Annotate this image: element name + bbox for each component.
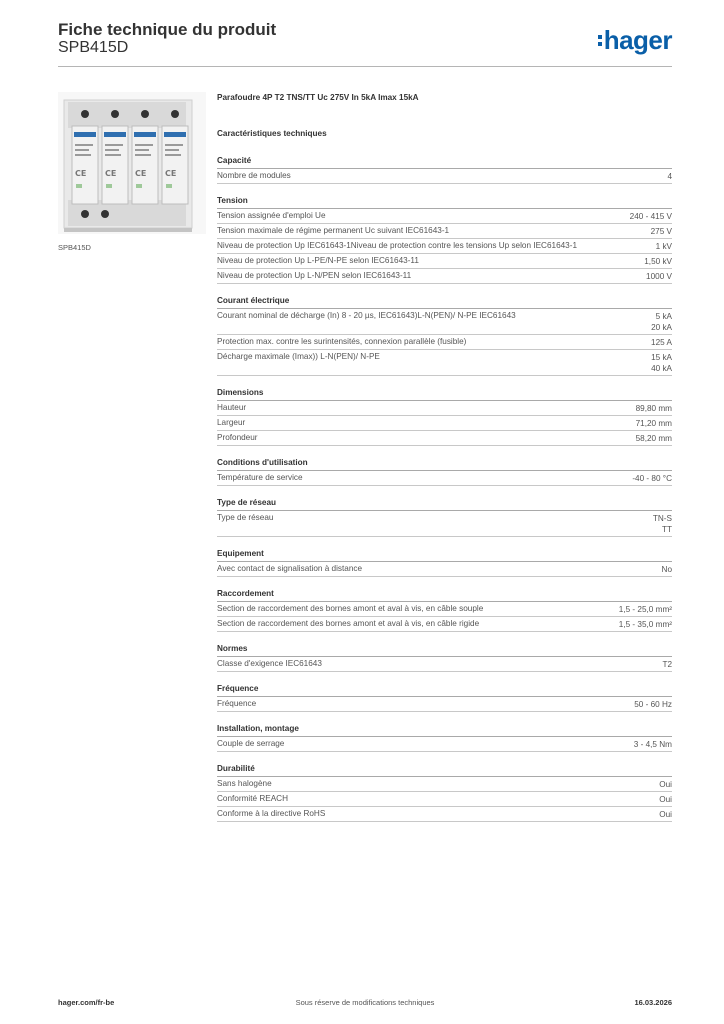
spec-value: [662, 564, 672, 575]
spec-label: Couple de serrage: [217, 738, 285, 748]
spec-label: Profondeur: [217, 432, 258, 442]
spec-row: [217, 602, 672, 617]
spec-value: [636, 403, 672, 414]
spec-value-line: 240 - 415 V: [629, 211, 672, 221]
footer-date: 16.03.2026: [634, 998, 672, 1007]
spec-value: [634, 739, 672, 750]
spec-value: [656, 241, 672, 252]
svg-text:CE: CE: [135, 169, 147, 178]
spec-row: [217, 335, 672, 350]
spec-row: [217, 431, 672, 446]
spec-row: [217, 209, 672, 224]
spec-label: Température de service: [217, 472, 303, 482]
section-title: Tension: [217, 195, 672, 209]
spec-value-line: 71,20 mm: [635, 418, 672, 428]
specifications-panel: [217, 92, 672, 833]
spec-section: [217, 763, 672, 822]
spec-label: Classe d'exigence IEC61643: [217, 658, 322, 668]
section-title: Conditions d'utilisation: [217, 457, 672, 471]
svg-text:CE: CE: [105, 169, 117, 178]
section-title: Raccordement: [217, 588, 672, 602]
spec-label: Type de réseau: [217, 512, 274, 522]
spec-row: [217, 777, 672, 792]
section-title: Type de réseau: [217, 497, 672, 511]
section-title: Normes: [217, 643, 672, 657]
spec-section: [217, 497, 672, 537]
svg-text:CE: CE: [165, 169, 177, 178]
logo-text: hager: [603, 25, 672, 55]
spec-value: [619, 619, 672, 630]
spec-value-line: Oui: [659, 794, 672, 804]
spec-value: [636, 418, 672, 429]
spec-row: [217, 169, 672, 184]
image-caption: SPB415D: [58, 243, 91, 252]
spec-row: [217, 792, 672, 807]
spec-row: [217, 224, 672, 239]
section-title: Fréquence: [217, 683, 672, 697]
spec-label: Tension maximale de régime permanent Uc suivant IEC61643-1: [217, 225, 450, 235]
spec-value: [632, 473, 672, 484]
spec-value-line: 1,5 - 25,0 mm²: [618, 604, 672, 614]
spec-label: Avec contact de signalisation à distance: [217, 563, 363, 573]
spec-row: [217, 309, 672, 335]
spec-value-line: 15 kA: [651, 352, 672, 362]
spec-label: Fréquence: [217, 698, 257, 708]
spec-row: [217, 269, 672, 284]
spec-value-line: 1,5 - 35,0 mm²: [618, 619, 672, 629]
spec-section: [217, 295, 672, 376]
spec-label: Hauteur: [217, 402, 247, 412]
spec-value-line: Oui: [659, 809, 672, 819]
spec-value: [630, 211, 672, 222]
spec-value-line: 58,20 mm: [635, 433, 672, 443]
spec-label: Protection max. contre les surintensités, connexion parallèle (fusible): [217, 336, 467, 346]
section-title: Courant électrique: [217, 295, 672, 309]
spec-row: [217, 737, 672, 752]
spec-value-line: 1 kV: [655, 241, 672, 251]
spec-section: [217, 548, 672, 577]
spec-label: Conformité REACH: [217, 793, 288, 803]
spec-value-line: 4: [667, 171, 672, 181]
spec-label: Section de raccordement des bornes amont et aval à vis, en câble rigide: [217, 618, 480, 628]
spec-value: [634, 699, 672, 710]
spec-label: Tension assignée d'emploi Ue: [217, 210, 326, 220]
spec-row: [217, 657, 672, 672]
section-title: Capacité: [217, 155, 672, 169]
spec-value-line: T2: [662, 659, 672, 669]
spec-section: [217, 588, 672, 632]
spec-label: Sans halogène: [217, 778, 272, 788]
spec-value: [651, 311, 672, 333]
section-title: Equipement: [217, 548, 672, 562]
spec-section: [217, 643, 672, 672]
product-description: Parafoudre 4P T2 TNS/TT Uc 275V In 5kA Imax 15kA: [217, 93, 419, 102]
spec-value-line: Oui: [659, 779, 672, 789]
spec-value: [651, 337, 672, 348]
spec-value-line: 275 V: [650, 226, 672, 236]
spec-value: [651, 226, 672, 237]
spec-row: [217, 562, 672, 577]
spec-value: [659, 809, 672, 820]
spec-value-line: 89,80 mm: [635, 403, 672, 413]
spec-value: [636, 433, 672, 444]
page-header: [58, 20, 672, 66]
spec-label: Section de raccordement des bornes amont et aval à vis, en câble souple: [217, 603, 484, 613]
surge-protector-image: [58, 92, 206, 234]
spec-value: [653, 513, 672, 535]
spec-section: [217, 457, 672, 486]
spec-value: [651, 352, 672, 374]
spec-label: Niveau de protection Up IEC61643-1Niveau de protection contre les tensions Up selon IEC61643-1: [217, 240, 578, 250]
spec-row: [217, 254, 672, 269]
spec-value: [659, 779, 672, 790]
spec-row: [217, 807, 672, 822]
spec-section: [217, 723, 672, 752]
header-divider: [58, 66, 672, 67]
spec-value: [662, 659, 672, 670]
spec-value-line: 125 A: [651, 337, 672, 347]
spec-label: Conforme à la directive RoHS: [217, 808, 326, 818]
spec-value: [619, 604, 672, 615]
spec-value-line: No: [661, 564, 672, 574]
spec-value-line: TN-S: [652, 513, 672, 523]
spec-label: Largeur: [217, 417, 246, 427]
specifications-heading: Caractéristiques techniques: [217, 129, 327, 138]
spec-value-line: 3 - 4,5 Nm: [633, 739, 672, 749]
specification-sections: [217, 155, 672, 822]
spec-label: Niveau de protection Up L-N/PEN selon IEC61643-11: [217, 270, 412, 280]
section-title: Dimensions: [217, 387, 672, 401]
spec-row: [217, 471, 672, 486]
spec-value-line: 1,50 kV: [644, 256, 672, 266]
spec-value: [646, 271, 672, 282]
spec-section: [217, 387, 672, 446]
product-image: [58, 92, 206, 234]
spec-label: Niveau de protection Up L-PE/N-PE selon IEC61643-11: [217, 255, 419, 265]
spec-row: [217, 697, 672, 712]
spec-value: [644, 256, 672, 267]
footer-disclaimer: Sous réserve de modifications techniques: [295, 998, 435, 1007]
spec-value-line: 20 kA: [651, 322, 672, 332]
spec-row: [217, 416, 672, 431]
product-reference: SPB415D: [58, 39, 129, 56]
spec-label: Décharge maximale (Imax)) L-N(PEN)/ N-PE: [217, 351, 380, 361]
spec-row: [217, 239, 672, 254]
spec-section: [217, 155, 672, 184]
section-title: Installation, montage: [217, 723, 672, 737]
spec-value-line: 5 kA: [655, 311, 672, 321]
spec-row: [217, 511, 672, 537]
section-title: Durabilité: [217, 763, 672, 777]
spec-value: [659, 794, 672, 805]
spec-value-line: -40 - 80 °C: [632, 473, 672, 483]
spec-value-line: 1000 V: [646, 271, 672, 281]
hager-logo: [598, 25, 672, 55]
spec-section: [217, 683, 672, 712]
spec-label: Nombre de modules: [217, 170, 291, 180]
page-title: Fiche technique du produit: [58, 20, 277, 39]
spec-value-line: 40 kA: [651, 363, 672, 373]
spec-value-line: 50 - 60 Hz: [634, 699, 672, 709]
spec-row: [217, 617, 672, 632]
spec-value-line: TT: [661, 524, 672, 534]
logo-dots-icon: [598, 35, 602, 46]
spec-value: [667, 171, 672, 182]
spec-section: [217, 195, 672, 284]
spec-row: [217, 401, 672, 416]
spec-row: [217, 350, 672, 376]
spec-label: Courant nominal de décharge (In) 8 - 20 µs, IEC61643)L-N(PEN)/ N-PE IEC61643: [217, 310, 516, 320]
footer-website: hager.com/fr-be: [58, 998, 115, 1007]
svg-text:CE: CE: [75, 169, 87, 178]
